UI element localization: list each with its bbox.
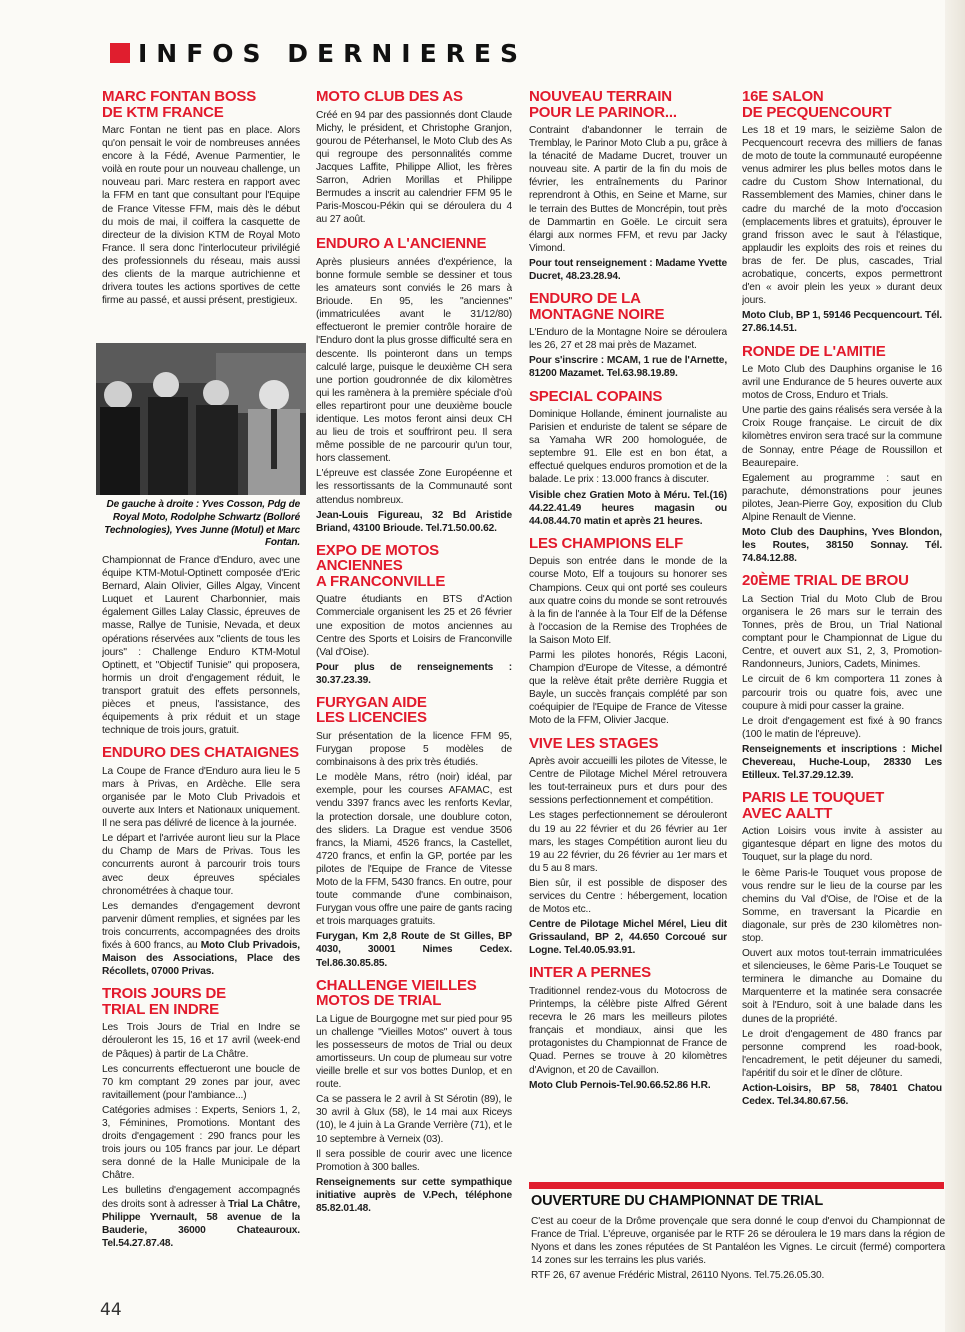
article-title-trois-jours: TROIS JOURS DE TRIAL EN INDRE [102,985,226,1018]
article-paragraph: Les Trois Jours de Trial en Indre se dérouleront les 15, 16 et 17 avril (week-end de Pâques) à partir de La Châtre. [102,1022,300,1060]
article-paragraph: Les bulletins d'engagement accompagnés des droits sont à adresser à Trial La Châtre, Philippe Yvernault, 58 avenue de la Bauderie, 36000 Chateauroux. Tel.54.27.87.48. [102,1185,300,1249]
article-paragraph: le 6ème Paris-le Touquet vous propose de vous rendre sur le lieu de la course par les chemins du Val d'Oise, de l'Oise et de la Somme, en traversant la Picardie en diagonale, sur près de 230 kilomètres non-stop. [742,867,942,944]
contact-info: Renseignements et inscriptions : Michel Chevereau, Huche-Loup, 28330 Les Etilleux. Tel.37.29.12.39. [742,743,942,782]
column-4 [742,85,942,1177]
article-paragraph: Bien sûr, il est possible de disposer des services du Centre : hébergement, location de Motos etc.. [529,877,727,916]
bottom-red-rule [529,1182,944,1189]
article-title-furygan: FURYGAN AIDE LES LICENCIES [316,693,427,727]
article-paragraph: Une partie des gains réalisés sera versée à la Croix Rouge française. Le circuit de dix kilomètres environ sera tracé sur la commune de Sonnay, entre Péage de Roussillon et Beaurepaire. [742,405,942,469]
photo-caption: De gauche à droite : Yves Cosson, Pdg de Royal Moto, Rodolphe Schwartz (Bolloré Technologies), Yves Junne (Motul) et Marc Fontan. [104,499,300,549]
contact-info: Visible chez Gratien Moto à Méru. Tel.(16) 44.22.41.49 heures magasin ou 44.08.44.70 matin et après 21 heures. [529,489,727,527]
contact-info: Renseignements sur cette sympathique initiative auprès de V.Pech, téléphone 85.82.01.48. [316,1176,512,1214]
article-paragraph: Le droit d'engagement de 480 francs par personne comprend les road-book, l'encadrement, le petit déjeuner du samedi, l'apéritif du soir et le dîner de clôture. [742,1028,942,1079]
contact-info: Pour plus de renseignements : 30.37.23.39. [316,661,512,686]
contact-info: Moto Club des Dauphins, Yves Blondon, les Routes, 38150 Sonnay. Tél. 74.84.12.88. [742,527,942,565]
red-square-icon [110,43,130,63]
contact-info: Moto Club Pernois-Tel.90.66.52.86 H.R. [529,1079,711,1091]
article-title-expo-franconville: EXPO DE MOTOS ANCIENNES A FRANCONVILLE [316,541,446,590]
article-title-paris-touquet: PARIS LE TOUQUET AVEC AALTT [742,789,885,822]
article-paragraph: Catégories admises : Experts, Seniors 1, 2, 3, Féminines, Promotions. Montant des droits d'engagement : 290 francs pour les trois jours ou 105 francs par jour. Le départ sera donné de la Halle Municipale de la Châtre. [102,1104,300,1182]
contact-info: Moto Club Privadois, Maison des Associations, Place des Récollets, 07000 Privas. [102,940,300,978]
contact-info: Centre de Pilotage Michel Mérel, Lieu dit Grissauland, BP 2, 44.650 Corcoué sur Logne. Tel.40.05.93.91. [529,919,727,957]
article-paragraph: Ouvert aux motos tout-terrain immatriculées et silencieuses, le 6ème Paris-Le Touquet se terminera le dimanche au Domaine du Marquenterre et la matinée sera consacrée soit à l'Enduro, soit à une balade dans les dunes de la propriété. [742,948,942,1025]
article-title-enduro-ancienne: ENDURO A L'ANCIENNE [316,235,487,253]
contact-info: Jean-Louis Figureau, 32 Bd Aristide Briand, 43100 Brioude. Tel.71.50.00.62. [316,509,512,534]
article-title-special-copains: SPECIAL COPAINS [529,387,663,405]
article-paragraph: L'Enduro de la Montagne Noire se déroulera les 26, 27 et 28 mai près de Mazamet. [529,327,727,352]
article-title-inter-pernes: INTER A PERNES [529,964,651,982]
article-title-challenge-vieilles: CHALLENGE VIEILLES MOTOS DE TRIAL [316,976,477,1010]
article-paragraph: L'épreuve est classée Zone Européenne et les ressortissants de la Communauté sont attendus nombreux. [316,468,512,506]
column-3 [529,85,727,1177]
column-1 [102,85,300,343]
article-title-montagne-noire: ENDURO DE LA MONTAGNE NOIRE [529,290,665,323]
article-title-champions-elf: LES CHAMPIONS ELF [529,534,684,552]
article-paragraph: Dominique Hollande, éminent journaliste au Parisien et enduriste de talent se sépare de sa Yamaha WR 200 homologuée, de septembre 91. Elle est en bon état, a effectué quelques enduros promotion et de la balade. Le prix : 13.000 francs à discuter. [529,409,727,486]
page-title: INFOS DERNIERES [138,38,527,68]
article-paragraph: Les stages perfectionnement se dérouleront du 19 au 22 février et du 26 février au 1er mars, les stages Compétition auront lieu du 19 au 22 février, du 26 février au 1er mars et du 5 au 8 mars. [529,810,727,874]
article-title-marc-fontan: MARC FONTAN BOSS DE KTM FRANCE [102,88,257,121]
article-paragraph: Ca se passera le 2 avril à St Sérotin (89), le 30 avril à Glux (58), le 14 mai aux Riceys (10), le 4 juin à La Grande Verrière (71), et le 10 septembre à Verneix (03). [316,1094,512,1145]
article-paragraph: Les demandes d'engagement devront parvenir dûment remplies, et signées par les trois concurrents, accompagnées des droits fixés à 600 francs, au Moto Club Privadois, Maison des Associations, Place des Récollets, 07000 Privas. [102,900,300,978]
article-paragraph: Egalement au programme : saut en parachute, démonstrations pour jeunes pilotes, Jean-Pierre Goy, exposition du Club Alpine Renault de Vienne. [742,472,942,524]
article-paragraph: Action Loisirs vous invite à assister au gigantesque départ en ligne des motos du Touquet, sur la plage du nord. [742,826,942,864]
article-paragraph: Quatre étudiants en BTS d'Action Commerciale organisent les 25 et 26 février une exposition de motos anciennes au Centre des Sports et Loisirs de Franconville (Val d'Oise). [316,594,512,658]
page-number: 44 [100,1300,122,1320]
article-title-moto-club-as: MOTO CLUB DES AS [316,88,463,105]
contact-info: RTF 26, 67 avenue Frédéric Mistral, 26110 Nyons. Tel.75.26.05.30. [531,1269,825,1281]
page-header [110,36,530,70]
article-paragraph: Contraint d'abandonner le terrain de Tremblay, le Parinor Moto Club a pu, grâce à la ténacité de Madame Ducret, trouver un nouveau site. A partir de la fin du mois de février, les entraînements du Parinor reprendront à Othis, en Seine et Marne, sur le terrain des Buttes de Moncrépin, tout près de Dammartin en Goële. Le circuit sera élargi aux normes FFM, et revu par Jacky Vimond. [529,125,727,254]
article-paragraph: Le départ et l'arrivée auront lieu sur la Place du Champ de Mars de Privas. Tous les concurrents auront à parcourir trois tours avec deux épreuves spéciales chronométrées à chaque tour. [102,833,300,897]
article-paragraph: Après avoir accueilli les pilotes de Vitesse, le Centre de Pilotage Michel Mérel retrouvera les tout-terraineux purs et durs pour des sessions perfectionnement et compétition. [529,756,727,807]
article-paragraph: Les 18 et 19 mars, le seizième Salon de Pecquencourt recevra des milliers de fanas de moto de toute la communauté européenne venus admirer les plus belles motos dans le cadre du Custom Show International, du Rassemblement des Mamies, chiner dans le cadre du marché de la moto d'occasion (emplacements libres et gratuits), éprouver le grand frisson avec le saut à l'élastique, applaudir les exploits des rois et reines du bras de fer. De plus, cascades, Trial acrobatique, concerts, expos permettront d'en « avoir plein les yeux » durant deux jours. [742,125,942,307]
article-title-vive-stages: VIVE LES STAGES [529,734,659,752]
article-paragraph: Le droit d'engagement est fixé à 90 francs (100 le matin de l'épreuve). [742,715,942,740]
page-edge [945,0,965,1332]
photo-group-portrait [96,343,306,495]
article-paragraph: Le modèle Mans, rétro (noir) idéal, par exemple, pour les courses AFAMAC, est vendu 3397 francs avec les renforts Kevlar, la protection dorsale, une doublure coton, des sliders. La Drague est vendue 3506 francs, la Miami, 4526 francs, la Castellet, 4720 francs, et enfin la GP, portée par les pilotes de l'Equipe de France de Vitesse Moto de la FFM, 5430 francs. En outre, pour toute commande d'une combinaison, Furygan vous offre une paire de gants racing et trois marquages gratuits. [316,772,512,928]
contact-info: Trial La Châtre, Philippe Yvernault, 58 avenue de la Bauderie, 36000 Chateauroux. Tel.54.27.87.48. [102,1198,300,1249]
contact-info: Action-Loisirs, BP 58, 78401 Chatou Cedex. Tel.34.80.67.56. [742,1083,942,1108]
article-paragraph: Les concurrents effectueront une boucle de 70 km comptant 29 zones par jour, avec ravitaillement (pour l'ambiance...) [102,1063,300,1101]
article-paragraph: Le Moto Club des Dauphins organise le 16 avril une Endurance de 5 heures ouverte aux motos de Cross, Enduro et Trials. [742,364,942,402]
article-paragraph: Traditionnel rendez-vous du Motocross de Printemps, la célèbre piste Alfred Gérent recevra le 26 mars les meilleurs pilotes français et mondiaux, ainsi que les protagonistes du Championnat de France de Quad. Pernes se trouve à 20 kilomètres d'Avignon, et 20 de Cavaillon. [529,985,727,1076]
article-title-enduro-chataignes: ENDURO DES CHATAIGNES [102,744,299,762]
article-paragraph: Après plusieurs années d'expérience, la bonne formule semble se dessiner et tous les amateurs sont conviés le 26 mars à Brioude. En 95, les "anciennes" (immatriculées avant le 31/12/80) effectueront le premier contrôle horaire de l'Enduro dont la plus grosse difficulté sera en descente. Ils pointeront dans un temps calculé large, puisque le deuxième CH sera une portion goudronnée de dix kilomètres qui les ramènera à la première spéciale d'où elles repartiront pour une deuxième boucle identique. Les motos feront ainsi deux CH au lieu de trois et souffriront peu. Il sera même possible de ne parcourir qu'un tour, hors classement. [316,256,512,465]
article-paragraph: Créé en 94 par des passionnés dont Claude Michy, le président, et Christophe Granjon, gourou de Péterhansel, le Moto Club des As qui regroupe des personnalités comme Jacques Laffite, Philippe Alliot, les frères Sarron, Adrien Morillas et Philippe Bermudes a inscrit au calendrier FFM 95 le Paris-Moscou-Pékin qui se déroulera du 4 au 27 août. [316,109,512,226]
article-paragraph: Championnat de France d'Enduro, avec une équipe KTM-Motul-Optinett composée d'Eric Bernard, Alain Olivier, Gilles Algay, Vincent Luquet et Laurent Charbonnier, mais également Gilles Lalay Classic, épreuves de masse, Rallye de Tunisie, Nevada, et deux opérations réservées aux "clients de tous les jours" : Challenge Enduro KTM-Motul Optinett, et "Objectif Tunisie" qui proposera, hormis un droit d'engagement réduit, le transport gratuit des effets personnels, pièces et pneus, l'assistance, des équipements à prix réduit et un stage technique de trois jours, gratuit. [102,555,300,737]
contact-info: Pour s'inscrire : MCAM, 1 rue de l'Arnette, 81200 Mazamet. Tel.63.98.19.89. [529,355,727,380]
article-paragraph: Marc Fontan ne tient pas en place. Alors qu'on pensait le voir de nombreuses années encore à la Fédé, Avenue Parmentier, le voilà en route pour un nouveau challenge, un nouveau pari. Marc restera en rapport avec la FFM en tant que consultant pour l'Equipe de France Vitesse FFM, mais dès le début du mois de mai, il coiffera la casquette de directeur de la division KTM de Royal Moto France. Il sera donc l'interlocuteur privilégié des professionnels du réseau, mais aussi des clients de la marque autrichienne et drivera toutes les actions sportives de cette firme au passé, et aussi présent, prestigieux. [102,125,300,307]
article-paragraph: La Section Trial du Moto Club de Brou organisera le 26 mars sur le terrain des Tonnes, près de Brou, un Trial National comptant pour le Championnat de Ligue du Centre, et ouvert aux S1, 2, 3, Promotion-Randonneurs, Juniors, Cadets, Minimes. [742,593,942,671]
contact-info: Furygan, Km 2,8 Route de St Gilles, BP 4030, 30001 Nimes Cedex. Tel.86.30.85.85. [316,931,512,969]
article-title-trial-brou: 20ÈME TRIAL DE BROU [742,572,909,590]
article-title-ronde-amitie: RONDE DE L'AMITIE [742,342,886,360]
article-paragraph: Parmi les pilotes honorés, Régis Laconi, Champion d'Europe de Vitesse, a démontré que la relève était prête derrière Ruggia et Bayle, un succès français complété par son coéquipier de l'Equipe de France de Vitesse Moto de la FFM, Olivier Jacque. [529,650,727,727]
article-title-nouveau-terrain: NOUVEAU TERRAIN POUR LE PARINOR... [529,88,677,121]
contact-info: Moto Club, BP 1, 59146 Pecquencourt. Tél. 27.86.14.51. [742,310,942,335]
column-1-lower [102,554,300,1294]
article-paragraph: Le circuit de 6 km comportera 11 zones à parcourir trois ou quatre fois, avec une coupure à midi pour casser la graine. [742,674,942,712]
article-title-championnat-trial: OUVERTURE DU CHAMPIONNAT DE TRIAL [531,1193,823,1209]
article-paragraph: Depuis son entrée dans le monde de la course Moto, Elf a toujours su honorer ses Champions. Ceux qui ont porté ses couleurs aux quatre coins du monde se sont retrouvés à la fin de l'année à la Tour Elf de la Défense à l'occasion de la Remise des Trophées de la Saison Moto Elf. [529,556,727,646]
article-paragraph: La Coupe de France d'Enduro aura lieu le 5 mars à Privas, en Ardèche. Elle sera organisée par le Moto Club Privadois et ouverte aux Inters et Nationaux uniquement. Il ne sera pas délivré de licence à la journée. [102,765,300,830]
article-paragraph: Il sera possible de courir avec une licence Promotion à 300 balles. [316,1148,512,1173]
contact-info: Pour tout renseignement : Madame Yvette Ducret, 48.23.28.94. [529,257,727,283]
article-paragraph: C'est au coeur de la Drôme provençale que sera donné le coup d'envoi du Championnat de France de Trial. L'épreuve, organisée par le RTF 26 se déroulera le 19 mars dans la région de Nyons et dans les zones réputées de St Pantaléon les Vignes. Le circuit (fermé) comportera 14 zones sur les terrains les plus variés. [531,1215,945,1266]
article-paragraph: La Ligue de Bourgogne met sur pied pour 95 un challenge "Vieilles Motos" ouvert à tous les possesseurs de motos de Trial ou deux amortisseurs. Un coup de plumeau sur votre vieille brelle et sur vos bottes Dunlop, et en route. [316,1013,512,1091]
bottom-article [531,1194,945,1284]
article-title-salon-pecquencourt: 16E SALON DE PECQUENCOURT [742,88,892,121]
article-paragraph: Sur présentation de la licence FFM 95, Furygan propose 5 modèles de combinaisons à des prix très étudiés. [316,730,512,769]
column-2 [316,85,512,1295]
